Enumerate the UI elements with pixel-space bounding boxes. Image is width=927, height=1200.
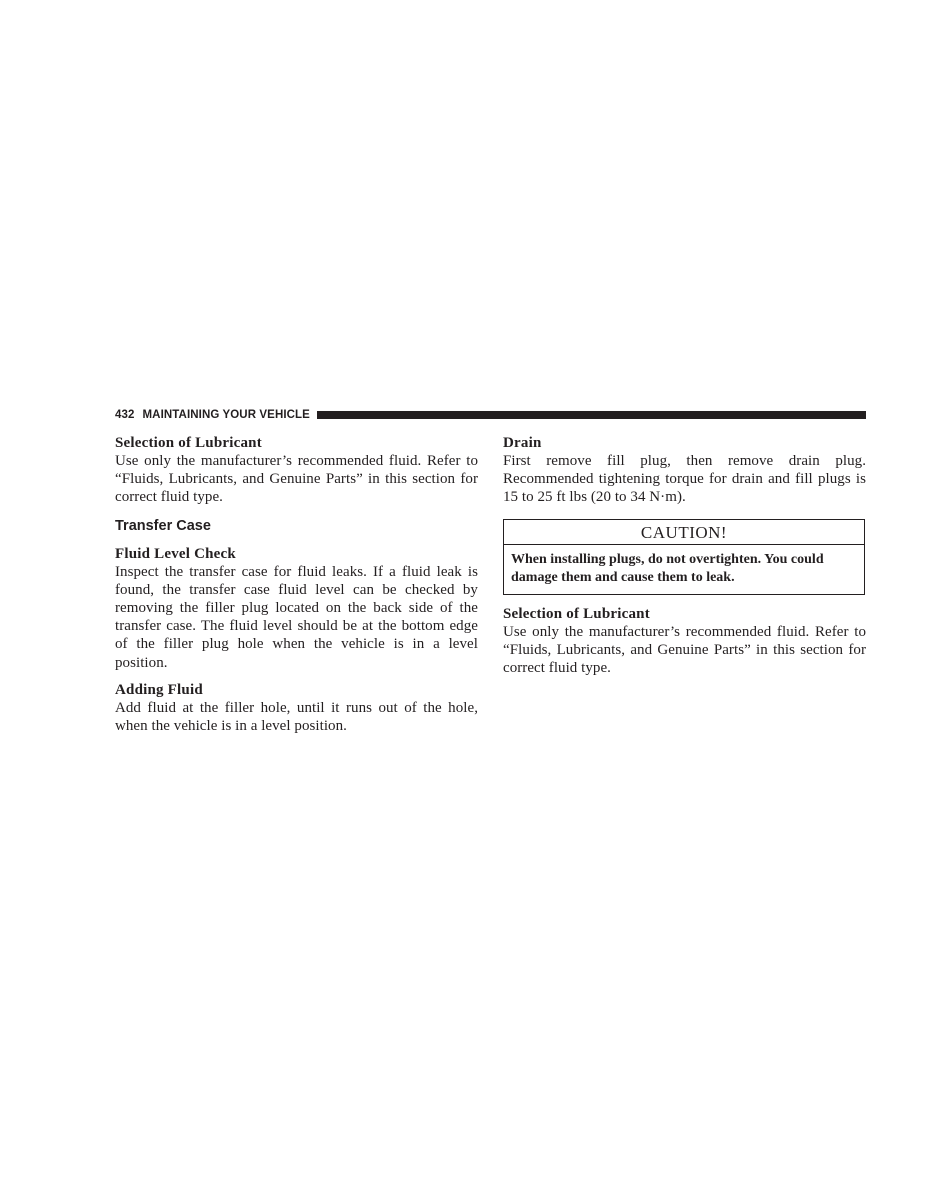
drain-heading: Drain [503,435,542,451]
caution-box [503,519,865,595]
page-number: 432 [115,409,135,421]
selection-of-lubricant-text-2: Use only the manufacturer’s recommended fluid. Refer to “Fluids, Lubricants, and Genuine Parts” in this section for correct fluid type. [503,623,866,677]
drain-text: First remove fill plug, then remove drain plug. Recommended tightening torque for drain and fill plugs is 15 to 25 ft lbs (20 to 34 N·m). [503,453,866,506]
fluid-level-check-text: Inspect the transfer case for fluid leaks. If a fluid leak is found, the transfer case fluid level can be checked by removing the filler plug located on the back side of the transfer case. The fluid level should be at the bottom edge of the filler plug hole when the vehicle is in a level position. [115,563,478,671]
header-rule [317,411,866,419]
caution-text: When installing plugs, do not overtighten. You could damage them and cause them to leak. [511,551,824,586]
selection-of-lubricant-heading: Selection of Lubricant [115,435,262,451]
right-column [503,434,866,677]
fluid-level-check-heading: Fluid Level Check [115,545,236,562]
adding-fluid-text: Add fluid at the filler hole, until it runs out of the hole, when the vehicle is in a level position. [115,699,478,735]
selection-of-lubricant-heading-2: Selection of Lubricant [503,605,650,622]
caution-title: CAUTION! [504,520,864,545]
transfer-case-heading: Transfer Case [115,517,211,534]
page-header [115,408,866,422]
section-title: MAINTAINING YOUR VEHICLE [142,409,310,421]
left-column [115,434,478,735]
selection-of-lubricant-text: Use only the manufacturer’s recommended fluid. Refer to “Fluids, Lubricants, and Genuine Parts” in this section for correct fluid type. [115,453,478,506]
adding-fluid-heading: Adding Fluid [115,681,203,698]
